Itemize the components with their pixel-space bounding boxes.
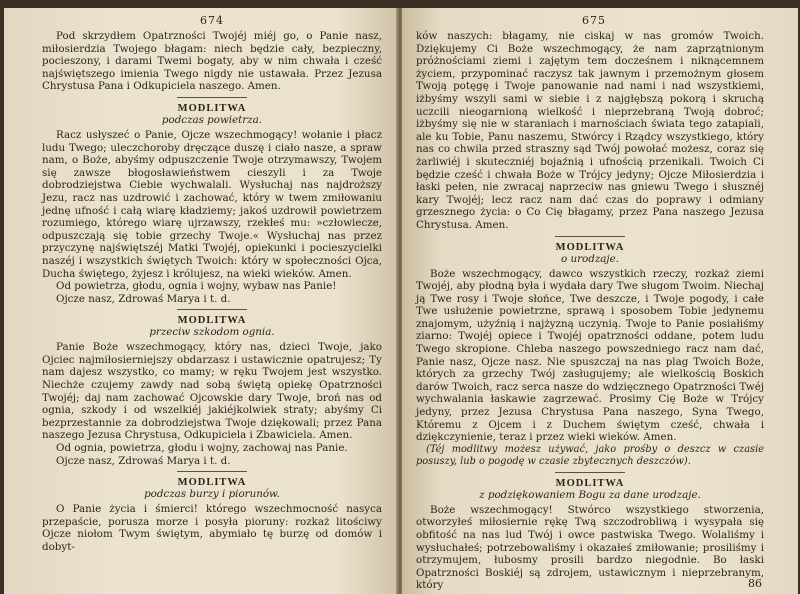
- prayer-heading: MODLITWA: [177, 315, 247, 327]
- prayer-paragraph: Ojcze nasz, Zdrowaś Marya i t. d.: [56, 292, 231, 305]
- right-page: [402, 8, 798, 594]
- prayer-paragraph: O Panie życia i śmierci! którego wszechmocność nasyca przepaście, porusza morze i posyła pioruny: rozkaż litościwy Ojcze niołom Twym świętym, abymiało tę burzę od domów i dobyt-: [42, 503, 382, 553]
- prayer-paragraph: Od ognia, powietrza, głodu i wojny, zachowaj nas Panie.: [56, 442, 348, 455]
- prayer-paragraph: Boże wszechmogący! Stwórco wszystkiego stworzenia, otworzyłeś miłosiernie rękę Twą szczodrobliwą i wysypała się obfitość na nas lud Twój i owce pastwiska Twego. Wolaliśmy i wysłuchałeś; potrzebowaliśmy i okazałeś zmiłowanie; prosiliśmy i otrzymujem, łubosmy prosili bardzo niegodnie. Bo łaski Opatrzności Boskiéj są zdrojem, ustawicznym i nieprzebranym, który: [416, 503, 764, 592]
- page-number-left: 674: [200, 14, 224, 27]
- section-divider: [177, 471, 247, 472]
- prayer-paragraph: ków naszych: błagamy, nie ciskaj w nas gromów Twoich. Dziękujemy Ci Boże wszechmogący, że nam zaprzątnionym próżnościami ziemi i zajętym tem docześnem i niknącemnem życiem, przypominać raczysz tak jawnym i przemożnym głosem Twoją potęgę i Twoje panowanie nad nami i nad wszystkiemi, iżbyśmy wszyli sami w siebie i z najgłębszą pokorą i skruchą uczcili nieogarnioną wielkość i nieprzebraną Twoją dobroć; iżbyśmy się nie w staraniach i marnościach świata tego zatapiali, ale ku Tobie, Panu naszemu, Stwórcy i Rządcy wszystkiego, który nas co chwila przed straszny sąd Twój powołać możesz, coraz się żarliwiéj i skuteczniéj bojaźnią i ufnością przenikali. Twoich Ci będzie cześć i chwała Boże w Trójcy jedyny; Ojcze Miłosierdzia i łaski pełen, nie zwracaj naprzeciw nas gniewu Twego i słusznéj kary Twojéj; lecz racz nam dać czas do poprawy i odmiany grzesznego życia: o Co Cię błagamy, przez Pana naszego Jezusa Chrystusa. Amen.: [416, 30, 764, 231]
- prayer-paragraph: Od powietrza, głodu, ognia i wojny, wybaw nas Panie!: [56, 280, 337, 293]
- prayer-heading: MODLITWA: [555, 241, 625, 253]
- prayer-subtitle: przeciw szkodom ognia.: [149, 326, 275, 339]
- prayer-subtitle: o urodzaje.: [561, 252, 619, 265]
- prayer-paragraph: Boże wszechmogący, dawco wszystkich rzeczy, rozkaż ziemi Twojéj, aby płodną była i wydała dary Twe sługom Twoim. Niechaj ją Twe rosy i Twoje słońce, Twe deszcze, i Twoje pogody, i całe Twe usłużenie powietrzne, sprawą i sposobem Tobie jedynemu znajomym, użyźnią i najżyzną uczynią. Twoje to Panie posiałiśmy ziarno: Twojéj opiece i Twojéj opatrzności oddane, potem ludu Twego skropione. Chleba naszego powszedniego racz nam dać, Panie nasz, Ojcze nasz. Nie spuszczaj na nas plag Twoich Boże, których za grzechy Twój zasługujemy; ale wielkością Boskich darów Twoich, racz serca nasze do wdzięcznego Opatrzności Twéj wychwalania łaskawie zagrzewać. Prosimy Cię Boże w Trójcy jedyny, przez Jezusa Chrystusa Pana naszego, Syna Twego, Któremu z Ojcem i z Duchem świętym cześć, chwała i dziękczynienie, teraz i przez wieki wieków. Amen.: [416, 267, 764, 444]
- left-page: [4, 8, 398, 594]
- prayer-heading: MODLITWA: [555, 477, 625, 489]
- page-number-right: 675: [582, 14, 606, 27]
- prayer-subtitle: podczas burzy i piorunów.: [144, 488, 280, 501]
- prayer-paragraph: Ojcze nasz, Zdrowaś Marya i t. d.: [56, 454, 231, 467]
- prayer-paragraph: Panie Boże wszechmogący, który nas, dzieci Twoje, jako Ojciec najmiłosierniejszy obdarzasz i ustawicznie opatrujesz; Ty nam dajesz wszystko, co mamy; w ręku Twojem jest wszystko. Niechże czujemy zawdy nad sobą świętą opiekę Opatrzności Twojéj; daj nam zachować Ojcowskie dary Twoje, broń nas od ognia, szkody i od wszelkiéj jakiéjkolwiek straty; abyśmy Ci bezprzestannie za dobrodziejstwa Twoje dziękowali; przez Pana naszego Jezusa Chrystusa, Odkupiciela i Zbawiciela. Amen.: [42, 341, 382, 442]
- prayer-subtitle: z podziękowaniem Bogu za dane urodzaje.: [479, 488, 701, 501]
- prayer-note: (Téj modlitwy możesz używać, jako prośby o deszcz w czasie posuszy, lub o pogodę w czasie zbytecznych deszczów).: [416, 443, 764, 467]
- section-divider: [555, 236, 625, 237]
- prayer-subtitle: podczas powietrza.: [161, 113, 263, 126]
- section-divider: [555, 472, 625, 473]
- left-page-body: [42, 30, 382, 554]
- right-page-body: [416, 30, 764, 592]
- prayer-heading: MODLITWA: [177, 102, 247, 114]
- printer-signature-mark: 86: [748, 577, 762, 590]
- section-divider: [177, 97, 247, 98]
- prayer-paragraph: Racz usłyszeć o Panie, Ojcze wszechmogący! wołanie i płacz ludu Twego; uleczchoroby dręczące duszę i ciało nasze, a spraw nam, o Boże, abyśmy odpuszczenie Twoje otrzymawszy, Twojem się zawsze błogosławieństwem cieszyli i za Twoje dobrodziejstwa Ciebie wychwalali. Wysłuchaj nas najdroższy Jezu, racz nas uzdrowić i zachować, który w twem zmiłowaniu jednę ufność i całą wiarę kładziemy; jakoś uzdrowił powietrzem rozumiego, którego wiarę ujrzawszy, rzekłeś mu: »człowiecze, odpuszczają się tobie grzechy Twoje.« Wysłuchaj nas przez przyczynę najświętszéj Matki Twojéj, opiekunki i pocieszycielki naszéj i wszystkich świętych Twoich: który w społeczności Ojca, Ducha świętego, żyjesz i królujesz, na wieki wieków. Amen.: [42, 128, 382, 280]
- section-divider: [177, 309, 247, 310]
- prayer-paragraph: Pod skrzydłem Opatrzności Twojéj miéj go, o Panie nasz, miłosierdzia Twojego błagam: niech będzie cały, bezpieczny, pocieszony, i darami Twemi bogaty, aby w nim chwała i cześć najświętszego imienia Twego nigdy nie ustawała. Przez Jezusa Chrystusa Pana i Odkupiciela naszego. Amen.: [42, 30, 382, 93]
- prayer-heading: MODLITWA: [177, 477, 247, 489]
